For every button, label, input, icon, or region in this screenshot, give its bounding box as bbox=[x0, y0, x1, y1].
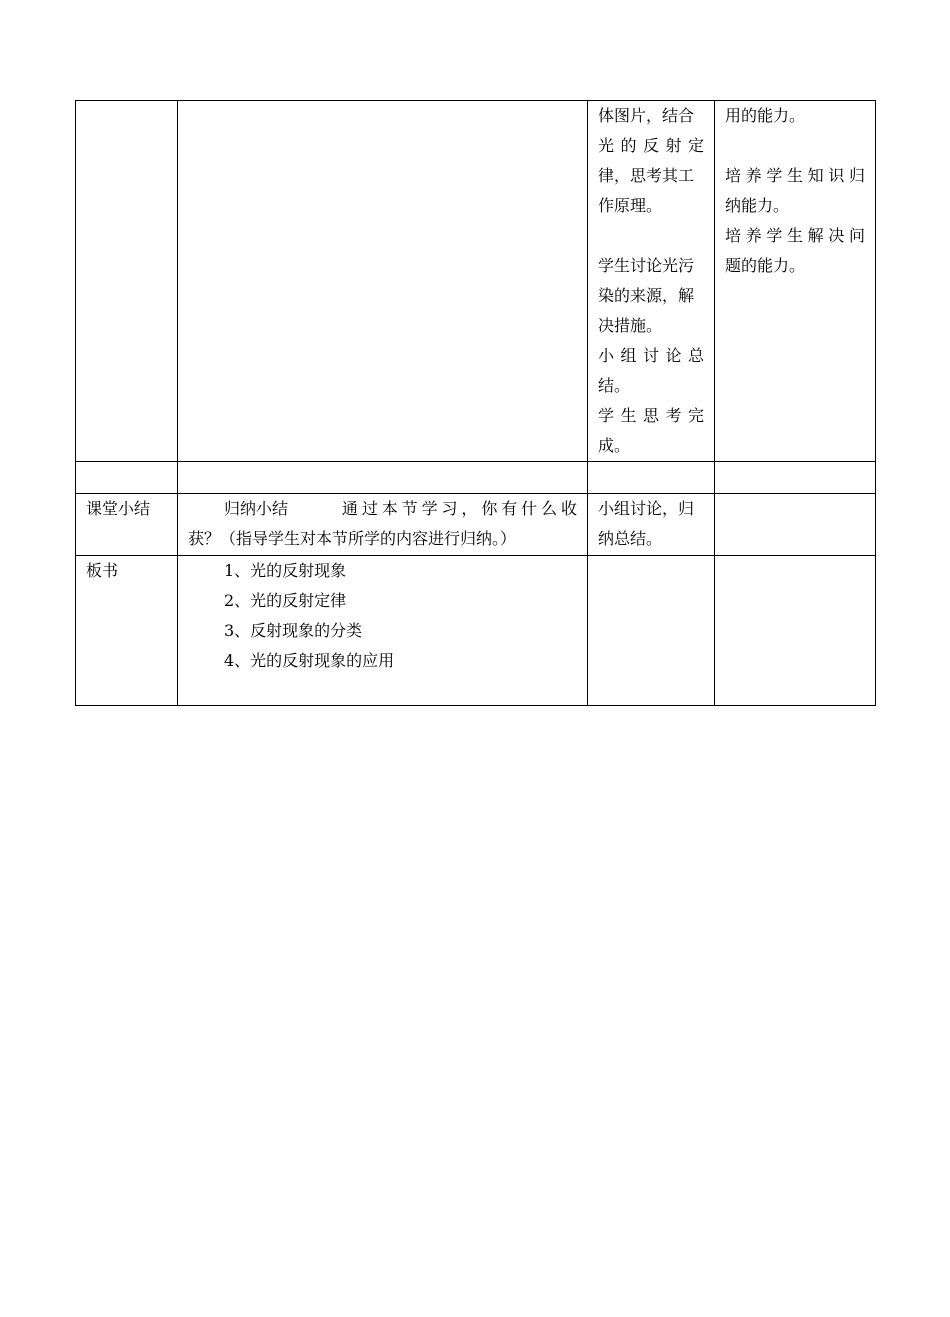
board-item: 1、光的反射现象 bbox=[224, 561, 347, 580]
board-item: 2、光的反射定律 bbox=[224, 591, 347, 610]
cell-summary-content bbox=[178, 494, 588, 556]
student-line: 决措施。 bbox=[598, 316, 663, 335]
cell-design-intent bbox=[715, 101, 876, 462]
student-line: 染的来源，解 bbox=[598, 286, 695, 305]
summary-student-line: 小组讨论，归 bbox=[598, 499, 695, 518]
cell-board-items bbox=[178, 556, 588, 706]
table-row-summary bbox=[76, 494, 876, 556]
cell-stage-empty bbox=[76, 101, 178, 462]
table-row-board bbox=[76, 556, 876, 706]
intent-line: 用的能力。 bbox=[725, 106, 806, 125]
cell-summary-student bbox=[588, 494, 715, 556]
cell-empty bbox=[588, 462, 715, 494]
cell-empty bbox=[588, 556, 715, 706]
intent-line: 题的能力。 bbox=[725, 256, 806, 275]
student-line: 学生思考完 bbox=[598, 406, 704, 425]
summary-text-rest: 通过本节学习，你有什么收 bbox=[338, 499, 577, 518]
cell-empty bbox=[715, 494, 876, 556]
cell-teacher-empty bbox=[178, 101, 588, 462]
cell-empty bbox=[715, 556, 876, 706]
summary-line-1 bbox=[188, 494, 577, 524]
lesson-plan-table bbox=[75, 100, 876, 706]
summary-line-2: 获？（指导学生对本节所学的内容进行归纳。） bbox=[188, 529, 517, 548]
cell-empty bbox=[715, 462, 876, 494]
cell-empty bbox=[178, 462, 588, 494]
summary-heading: 归纳小结 bbox=[224, 499, 289, 518]
board-label: 板书 bbox=[76, 556, 178, 706]
student-line: 体图片，结合 bbox=[598, 106, 695, 125]
student-line: 成。 bbox=[598, 436, 631, 455]
intent-line: 培养学生解决问 bbox=[725, 226, 865, 245]
student-line: 小组讨论总 bbox=[598, 346, 704, 365]
student-line: 光的反射定 bbox=[598, 136, 704, 155]
intent-line: 培养学生知识归 bbox=[725, 166, 865, 185]
board-item: 4、光的反射现象的应用 bbox=[224, 651, 395, 670]
table-row-empty bbox=[76, 462, 876, 494]
summary-label: 课堂小结 bbox=[76, 494, 178, 556]
intent-line: 纳能力。 bbox=[725, 196, 790, 215]
cell-empty bbox=[76, 462, 178, 494]
student-line: 律，思考其工 bbox=[598, 166, 695, 185]
student-line: 作原理。 bbox=[598, 196, 663, 215]
board-item: 3、反射现象的分类 bbox=[224, 621, 363, 640]
summary-student-line: 纳总结。 bbox=[598, 529, 663, 548]
student-line: 学生讨论光污 bbox=[598, 256, 695, 275]
cell-student-activity bbox=[588, 101, 715, 462]
student-line: 结。 bbox=[598, 376, 631, 395]
table-row-activities bbox=[76, 101, 876, 462]
